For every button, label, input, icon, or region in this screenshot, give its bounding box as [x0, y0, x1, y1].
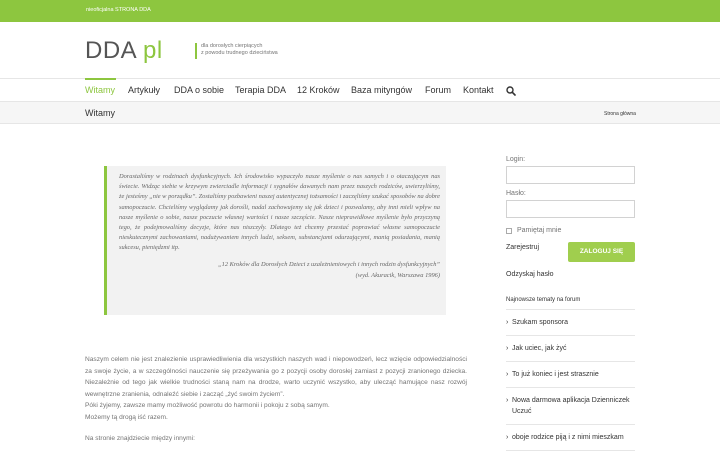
password-input[interactable] [506, 200, 635, 218]
content-paragraph: Możemy tą drogą iść razem. [85, 413, 168, 421]
content-paragraph: Naszym celem nie jest znalezienie usprawiedliwienia dla wszystkich naszych wad i niepowodzeń, lecz wzięcie odpowiedzialności za swoje życie, a w szczególności nauczenie się przeżywania go z pozycji osoby dorosłej zamiast z pozycji zranionego dziecka. Niezależnie od tego jak wielkie trudności staną nam na drodze, warto uczynić wszystko, aby ulecząć hamujące nasz rozwój wewnętrzne zranienia, odnaleźć siebie i zacząć „żyć swoim życiem”. [85, 356, 467, 398]
forum-topics-heading: Najnowsze tematy na forum [506, 297, 635, 310]
chevron-right-icon: › [506, 319, 509, 326]
nav-item-terapia-dda[interactable]: Terapia DDA [235, 85, 287, 95]
chevron-right-icon: › [506, 345, 509, 352]
nav-item-12-krokow[interactable]: 12 Kroków [297, 85, 340, 95]
nav-item-dda-o-sobie[interactable]: DDA o sobie [174, 85, 225, 95]
forum-topic[interactable] [506, 362, 635, 388]
top-bar [0, 0, 720, 22]
chevron-right-icon: › [506, 434, 509, 441]
forum-topic-title[interactable]: Nowa darmowa aplikacja Dzienniczek Uczuć [512, 397, 630, 415]
site-notice: nieoficjalna STRONA DDA [86, 7, 151, 13]
forum-topic-title[interactable]: To już koniec i jest strasznie [512, 371, 599, 378]
site-tagline [195, 43, 278, 59]
chevron-right-icon: › [506, 371, 509, 378]
password-label: Hasło: [506, 190, 526, 197]
intro-quote [104, 166, 446, 315]
forum-topic[interactable] [506, 388, 635, 425]
logo-text-pl[interactable]: pl [143, 37, 163, 64]
nav-item-kontakt[interactable]: Kontakt [463, 85, 494, 95]
logo-text-dda[interactable]: DDA [85, 37, 136, 64]
forum-topic[interactable] [506, 425, 635, 451]
sidebar [506, 156, 635, 451]
main-nav [0, 78, 720, 101]
quote-text: Dorastaliśmy w rodzinach dysfunkcyjnych. Ich środowisko wypaczyło nasze myślenie o nas samych i o otaczającym nas świecie. Widząc siebie w krzywym zwierciadle informacji i sygnałów dawanych nam przez naszych rodziców, uwierzyliśmy, że jesteśmy „nie w porządku”. Zostaliśmy pozbawieni naszej autentycznej tożsamości i zaczęliśmy szukać sposobów na dobre samopoczucie. Chcieliśmy wyglądamy jak dorośli, nadal zachowujemy się jak dzieci i pozwalamy, aby inni mieli wpływ na nasze myślenie o sobie, nasze poczucie własnej wartości i nasze szczęście. Nasze nieprawidłowe myślenie było przyczyną tego, że podejmowaliśmy decyzje, które nas niszczyły. Dlatego też chcemy przestać poprawiać własne samopoczucie nieskutecznymi zachowaniami, nadużywaniem innych ludzi, seksem, substancjami odurzającymi, manią posiadania, manią sukcesu, pieniędzmi itp. [119, 173, 440, 252]
login-actions [506, 240, 635, 290]
login-button[interactable]: ZALOGUJ SIĘ [568, 242, 635, 262]
quote-source-publisher: (wyd. Akuracik, Warszawa 1996) [355, 271, 440, 279]
forum-topic-title[interactable]: Jak uciec, jak żyć [512, 345, 567, 352]
login-input[interactable] [506, 166, 635, 184]
breadcrumb-home[interactable]: Strona główna [604, 111, 636, 117]
forum-topic[interactable] [506, 310, 635, 336]
forum-topic-title[interactable]: Szukam sponsora [512, 319, 569, 326]
tagline-line-2: z powodu trudnego dzieciństwa [201, 50, 278, 56]
main-content [85, 354, 467, 445]
search-icon[interactable] [506, 86, 516, 96]
chevron-right-icon: › [506, 397, 509, 404]
nav-item-baza-mityngow[interactable]: Baza mityngów [351, 85, 413, 95]
site-logo[interactable] [85, 37, 163, 65]
forum-topics-list [506, 310, 635, 451]
nav-item-witamy[interactable]: Witamy [85, 85, 115, 95]
login-label: Login: [506, 156, 526, 163]
remember-me[interactable] [506, 227, 635, 234]
content-paragraph: Póki żyjemy, zawsze mamy możliwość powrotu do harmonii i pokoju z sobą samym. [85, 402, 330, 409]
page-title-bar [0, 101, 720, 124]
remember-me-checkbox[interactable] [506, 228, 512, 234]
quote-source [119, 259, 440, 281]
quote-source-title: „12 Kroków dla Dorosłych Dzieci z uzależnieniowych i innych rodzin dysfunkcyjnych” [218, 260, 440, 268]
content-paragraph: Na stronie znajdziecie między innymi: [85, 435, 195, 442]
site-header [0, 22, 720, 78]
forum-topic-title[interactable]: oboje rodzice piją i z nimi mieszkam [512, 434, 624, 441]
page-title: Witamy [85, 108, 115, 118]
nav-item-forum[interactable]: Forum [425, 85, 452, 95]
register-link[interactable]: Zarejestruj [506, 244, 540, 251]
forgot-password-link[interactable]: Odzyskaj hasło [506, 271, 554, 278]
nav-active-indicator [85, 78, 116, 80]
tagline-line-1: dla dorosłych cierpiących [201, 43, 263, 49]
nav-item-artykuly[interactable]: Artykuły [128, 85, 161, 95]
remember-me-label: Pamiętaj mnie [517, 227, 562, 234]
forum-topic[interactable] [506, 336, 635, 362]
